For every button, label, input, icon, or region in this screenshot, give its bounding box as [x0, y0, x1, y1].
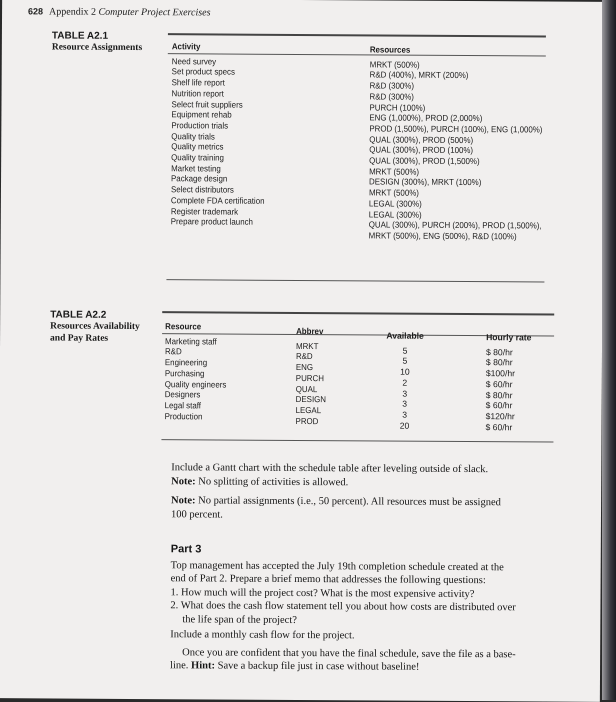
- section-title: Computer Project Exercises: [98, 6, 211, 19]
- baseline-text-a: Once you are confident that you have the final schedule, save the file as a base-: [182, 646, 516, 660]
- resource-name-cell: Engineering: [164, 357, 208, 368]
- resources-cell: QUAL (300%), PROD (500%): [369, 134, 474, 145]
- note2-label: Note:: [171, 495, 196, 507]
- resource-name-cell: R&D: [164, 346, 182, 357]
- activity-cell: Complete FDA certification: [170, 195, 265, 206]
- abbrev-cell: QUAL: [295, 383, 318, 394]
- activity-cell: Prepare product launch: [170, 216, 254, 227]
- resources-cell: QUAL (300%), PROD (100%): [369, 144, 474, 156]
- resource-name-cell: Purchasing: [164, 367, 205, 379]
- table-a21-label: [52, 30, 142, 54]
- table-a21-top-rule: [168, 33, 546, 37]
- appendix-label: Appendix 2: [49, 6, 97, 18]
- part3-intro-a: Top management has accepted the July 19th completion schedule created at the: [170, 559, 504, 573]
- table-a22-resource-column: [165, 321, 227, 422]
- rate-cell: $ 60/hr: [485, 378, 513, 390]
- available-cell: 5: [402, 345, 408, 356]
- resources-cell: R&D (400%), MRKT (200%): [369, 69, 469, 81]
- activity-cell: Market testing: [171, 162, 221, 174]
- resource-header: Resource: [165, 321, 202, 332]
- baseline-text-b-post: Save a backup file just in case without baseline!: [217, 660, 420, 673]
- activity-cell: Production trials: [171, 120, 229, 131]
- abbrev-cell: DESIGN: [295, 394, 327, 405]
- rate-header: Hourly rate: [486, 332, 532, 343]
- question-2-a: 2. What does the cash flow statement tell you about how costs are distributed over: [170, 600, 516, 614]
- part3-intro: [171, 559, 563, 588]
- activity-cell: Equipment rehab: [171, 109, 232, 120]
- rate-cell: $120/hr: [485, 411, 515, 422]
- table-a22-available-column: [382, 331, 429, 432]
- note2-text-a: No partial assignments (i.e., 50 percent). All resources must be assigned: [198, 495, 501, 509]
- question-2: [170, 599, 562, 628]
- resources-cell: ENG (1,000%), PROD (2,000%): [369, 112, 483, 124]
- resources-cell: MRKT (500%): [368, 187, 419, 198]
- abbrev-header: Abbrev: [296, 325, 324, 337]
- rate-cell: $ 60/hr: [485, 400, 513, 411]
- page-edge-shadow: [602, 0, 616, 700]
- resources-cell: LEGAL (300%): [368, 208, 422, 220]
- note-no-partial: [171, 494, 563, 523]
- resource-name-cell: Quality engineers: [164, 378, 227, 390]
- resources-cell: R&D (300%): [369, 91, 414, 102]
- rate-cell: $ 80/hr: [485, 357, 513, 368]
- table-a21-resources-column: [369, 44, 543, 242]
- table-a22-top-rule: [162, 311, 554, 315]
- abbrev-cell: PROD: [295, 415, 319, 426]
- part3-block: [170, 543, 563, 675]
- table-a22-caption-line2: and Pay Rates: [50, 333, 109, 344]
- resources-cell: QUAL (300%), PURCH (200%), PROD (1,500%),: [368, 219, 542, 231]
- activity-cell: Nutrition report: [171, 88, 224, 99]
- activity-cell: Shelf life report: [171, 77, 225, 88]
- resource-name-cell: Designers: [164, 389, 201, 400]
- activity-cell: Set product specs: [171, 66, 236, 78]
- launch-resources-continuation: MRKT (500%), ENG (500%), R&D (100%): [368, 230, 517, 242]
- table-a21-caption: Resource Assignments: [51, 42, 143, 54]
- table-a22-abbrev-column: [296, 326, 327, 427]
- resources-cell: PROD (1,500%), PURCH (100%), ENG (1,000%): [369, 123, 543, 135]
- resource-name-cell: Production: [164, 410, 203, 422]
- resources-cell: MRKT (500%): [369, 166, 420, 177]
- baseline-hint-line: [170, 659, 562, 675]
- activity-cell: Select distributors: [170, 184, 234, 195]
- note-no-splitting: [171, 475, 563, 491]
- activity-cell: Register trademark: [170, 205, 239, 217]
- table-a22-bottom-rule: [161, 439, 553, 442]
- available-cell: 10: [400, 366, 410, 377]
- page-number: 628: [28, 6, 44, 17]
- running-head: [28, 6, 211, 18]
- activity-cell: Quality trials: [171, 130, 215, 142]
- hint-label: Hint:: [191, 660, 216, 672]
- available-cell: 2: [402, 377, 408, 388]
- activity-cell: Package design: [171, 173, 228, 184]
- table-a22-rate-column: [485, 332, 531, 433]
- available-cell: 20: [399, 420, 410, 431]
- available-cell: 3: [402, 388, 408, 399]
- resources-cell: MRKT (500%): [369, 59, 420, 70]
- monthly-cash-flow-instruction: Include a monthly cash flow for the project.: [170, 629, 355, 642]
- rate-cell: $ 80/hr: [485, 389, 513, 400]
- resource-name-cell: Legal staff: [164, 400, 202, 411]
- resources-cell: LEGAL (300%): [368, 198, 422, 209]
- part3-heading: Part 3: [170, 543, 202, 556]
- table-a22-label: [50, 309, 140, 345]
- part3-intro-b: end of Part 2. Prepare a brief memo that addresses the following questions:: [170, 573, 486, 587]
- available-cell: 3: [402, 398, 408, 409]
- resources-header: Resources: [369, 44, 411, 55]
- table-a21-bottom-rule: [166, 279, 544, 282]
- abbrev-cell: ENG: [295, 362, 314, 373]
- resource-name-cell: Marketing staff: [165, 335, 217, 347]
- table-a21-number: TABLE A2.1: [51, 30, 109, 42]
- abbrev-cell: LEGAL: [295, 404, 322, 416]
- table-a21-activity-column: [171, 41, 266, 228]
- activity-cell: Select fruit suppliers: [171, 98, 243, 110]
- note1-label: Note:: [171, 475, 196, 487]
- abbrev-cell: PURCH: [295, 372, 324, 383]
- gantt-instruction: Include a Gantt chart with the schedule table after leveling outside of slack.: [171, 462, 489, 476]
- available-cell: 5: [402, 356, 408, 367]
- question-1: 1. How much will the project cost? What is the most expensive activity?: [170, 586, 475, 600]
- rate-cell: $ 80/hr: [485, 346, 513, 358]
- resources-cell: PURCH (100%): [369, 101, 426, 113]
- activity-cell: Quality metrics: [171, 141, 224, 152]
- activity-cell: Quality training: [171, 152, 224, 163]
- rate-cell: $ 60/hr: [485, 421, 513, 432]
- note2-text-b: 100 percent.: [170, 508, 223, 521]
- resources-cell: DESIGN (300%), MRKT (100%): [368, 176, 482, 188]
- resources-cell: QUAL (300%), PROD (1,500%): [369, 155, 480, 167]
- activity-header: Activity: [171, 41, 201, 52]
- available-header: Available: [386, 330, 424, 341]
- rate-cell: $100/hr: [485, 368, 516, 379]
- resources-cell: R&D (300%): [369, 80, 415, 91]
- activity-cell: Need survey: [171, 55, 217, 67]
- baseline-text-b-pre: line.: [170, 660, 189, 672]
- abbrev-cell: R&D: [295, 351, 313, 362]
- available-cell: 3: [402, 409, 408, 420]
- note1-text: No splitting of activities is allowed.: [198, 475, 349, 488]
- question-2-b: the life span of the project?: [182, 613, 297, 626]
- table-a22-caption-line1: Resources Availability: [50, 321, 140, 333]
- abbrev-cell: MRKT: [295, 340, 319, 351]
- instructions-block: [171, 461, 563, 523]
- table-a22-number: TABLE A2.2: [50, 309, 107, 321]
